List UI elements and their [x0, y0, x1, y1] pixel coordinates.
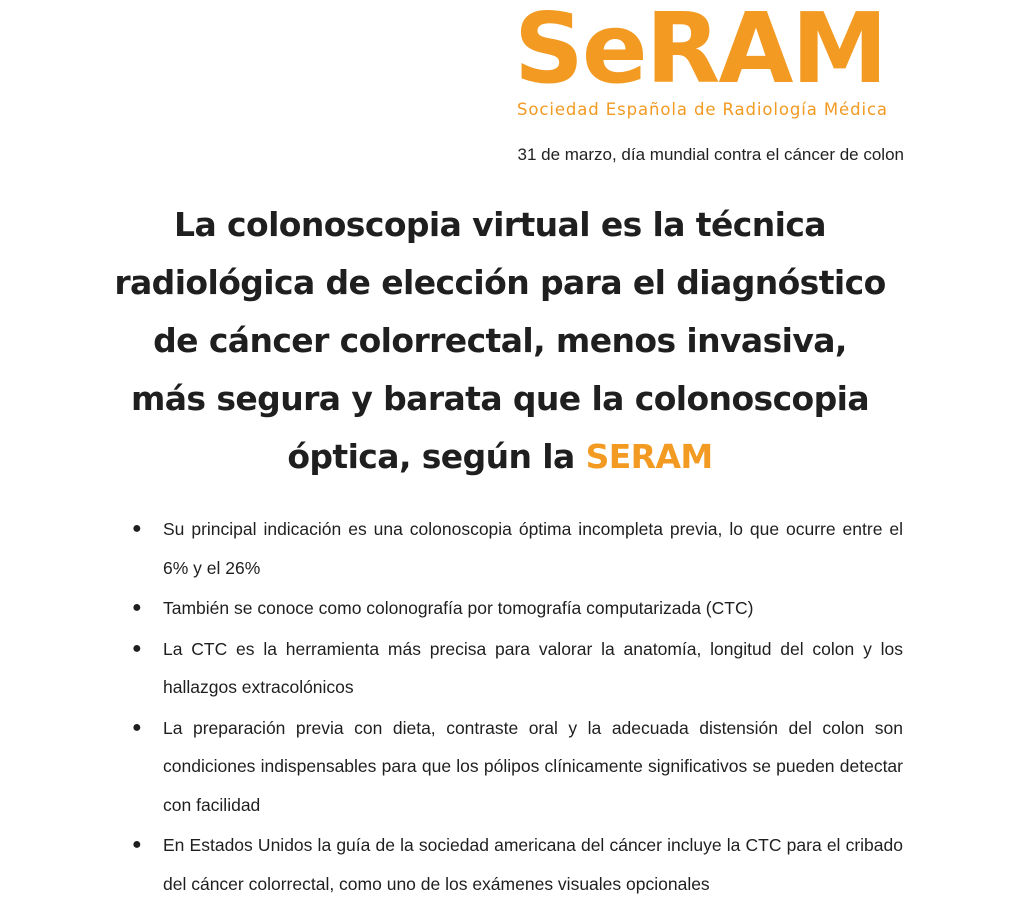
logo-tagline: Sociedad Española de Radiología Médica — [517, 100, 888, 119]
headline-line-2: radiológica de elección para el diagnóstico — [114, 263, 886, 302]
headline-line-4: más segura y barata que la colonoscopia — [130, 379, 870, 418]
bullet-icon: ● — [132, 639, 142, 657]
list-item-text: La CTC es la herramienta más precisa para valorar la anatomía, longitud del colon y los hallazgos extracolónicos — [163, 638, 903, 697]
list-item — [0, 510, 903, 587]
list-item — [0, 630, 903, 707]
list-item-text: La preparación previa con dieta, contraste oral y la adecuada distensión del colon son condiciones indispensables para que los pólipos clínicamente significativos se pueden detectar con facilidad — [163, 717, 903, 815]
list-item-text: En Estados Unidos la guía de la sociedad americana del cáncer incluye la CTC para el cribado del cáncer colorrectal, como uno de los exámenes visuales opcionales — [163, 835, 903, 894]
bullet-icon: ● — [132, 520, 142, 537]
bullet-icon: ● — [132, 836, 142, 853]
list-item — [0, 589, 903, 628]
headline-line-3: de cáncer colorrectal, menos invasiva, — [153, 321, 847, 360]
logo-wordmark: SeRAM — [514, 0, 886, 105]
headline-accent-seram: SERAM — [585, 437, 713, 476]
list-item-text: Su principal indicación es una colonoscopia óptima incompleta previa, lo que ocurre entre el 6% y el 26% — [163, 519, 903, 578]
list-item-text: También se conoce como colonografía por tomografía computarizada (CTC) — [163, 598, 754, 618]
headline-line-5: óptica, según la — [287, 437, 575, 476]
list-item — [0, 826, 903, 903]
bullet-icon: ● — [132, 718, 142, 736]
headline — [60, 196, 940, 486]
key-points-list — [0, 510, 1020, 905]
headline-line-1: La colonoscopia virtual es la técnica — [174, 205, 826, 244]
list-item — [0, 709, 903, 825]
dateline: 31 de marzo, día mundial contra el cáncer de colon — [517, 145, 904, 164]
bullet-icon: ● — [132, 599, 142, 616]
seram-logo — [514, 0, 906, 122]
